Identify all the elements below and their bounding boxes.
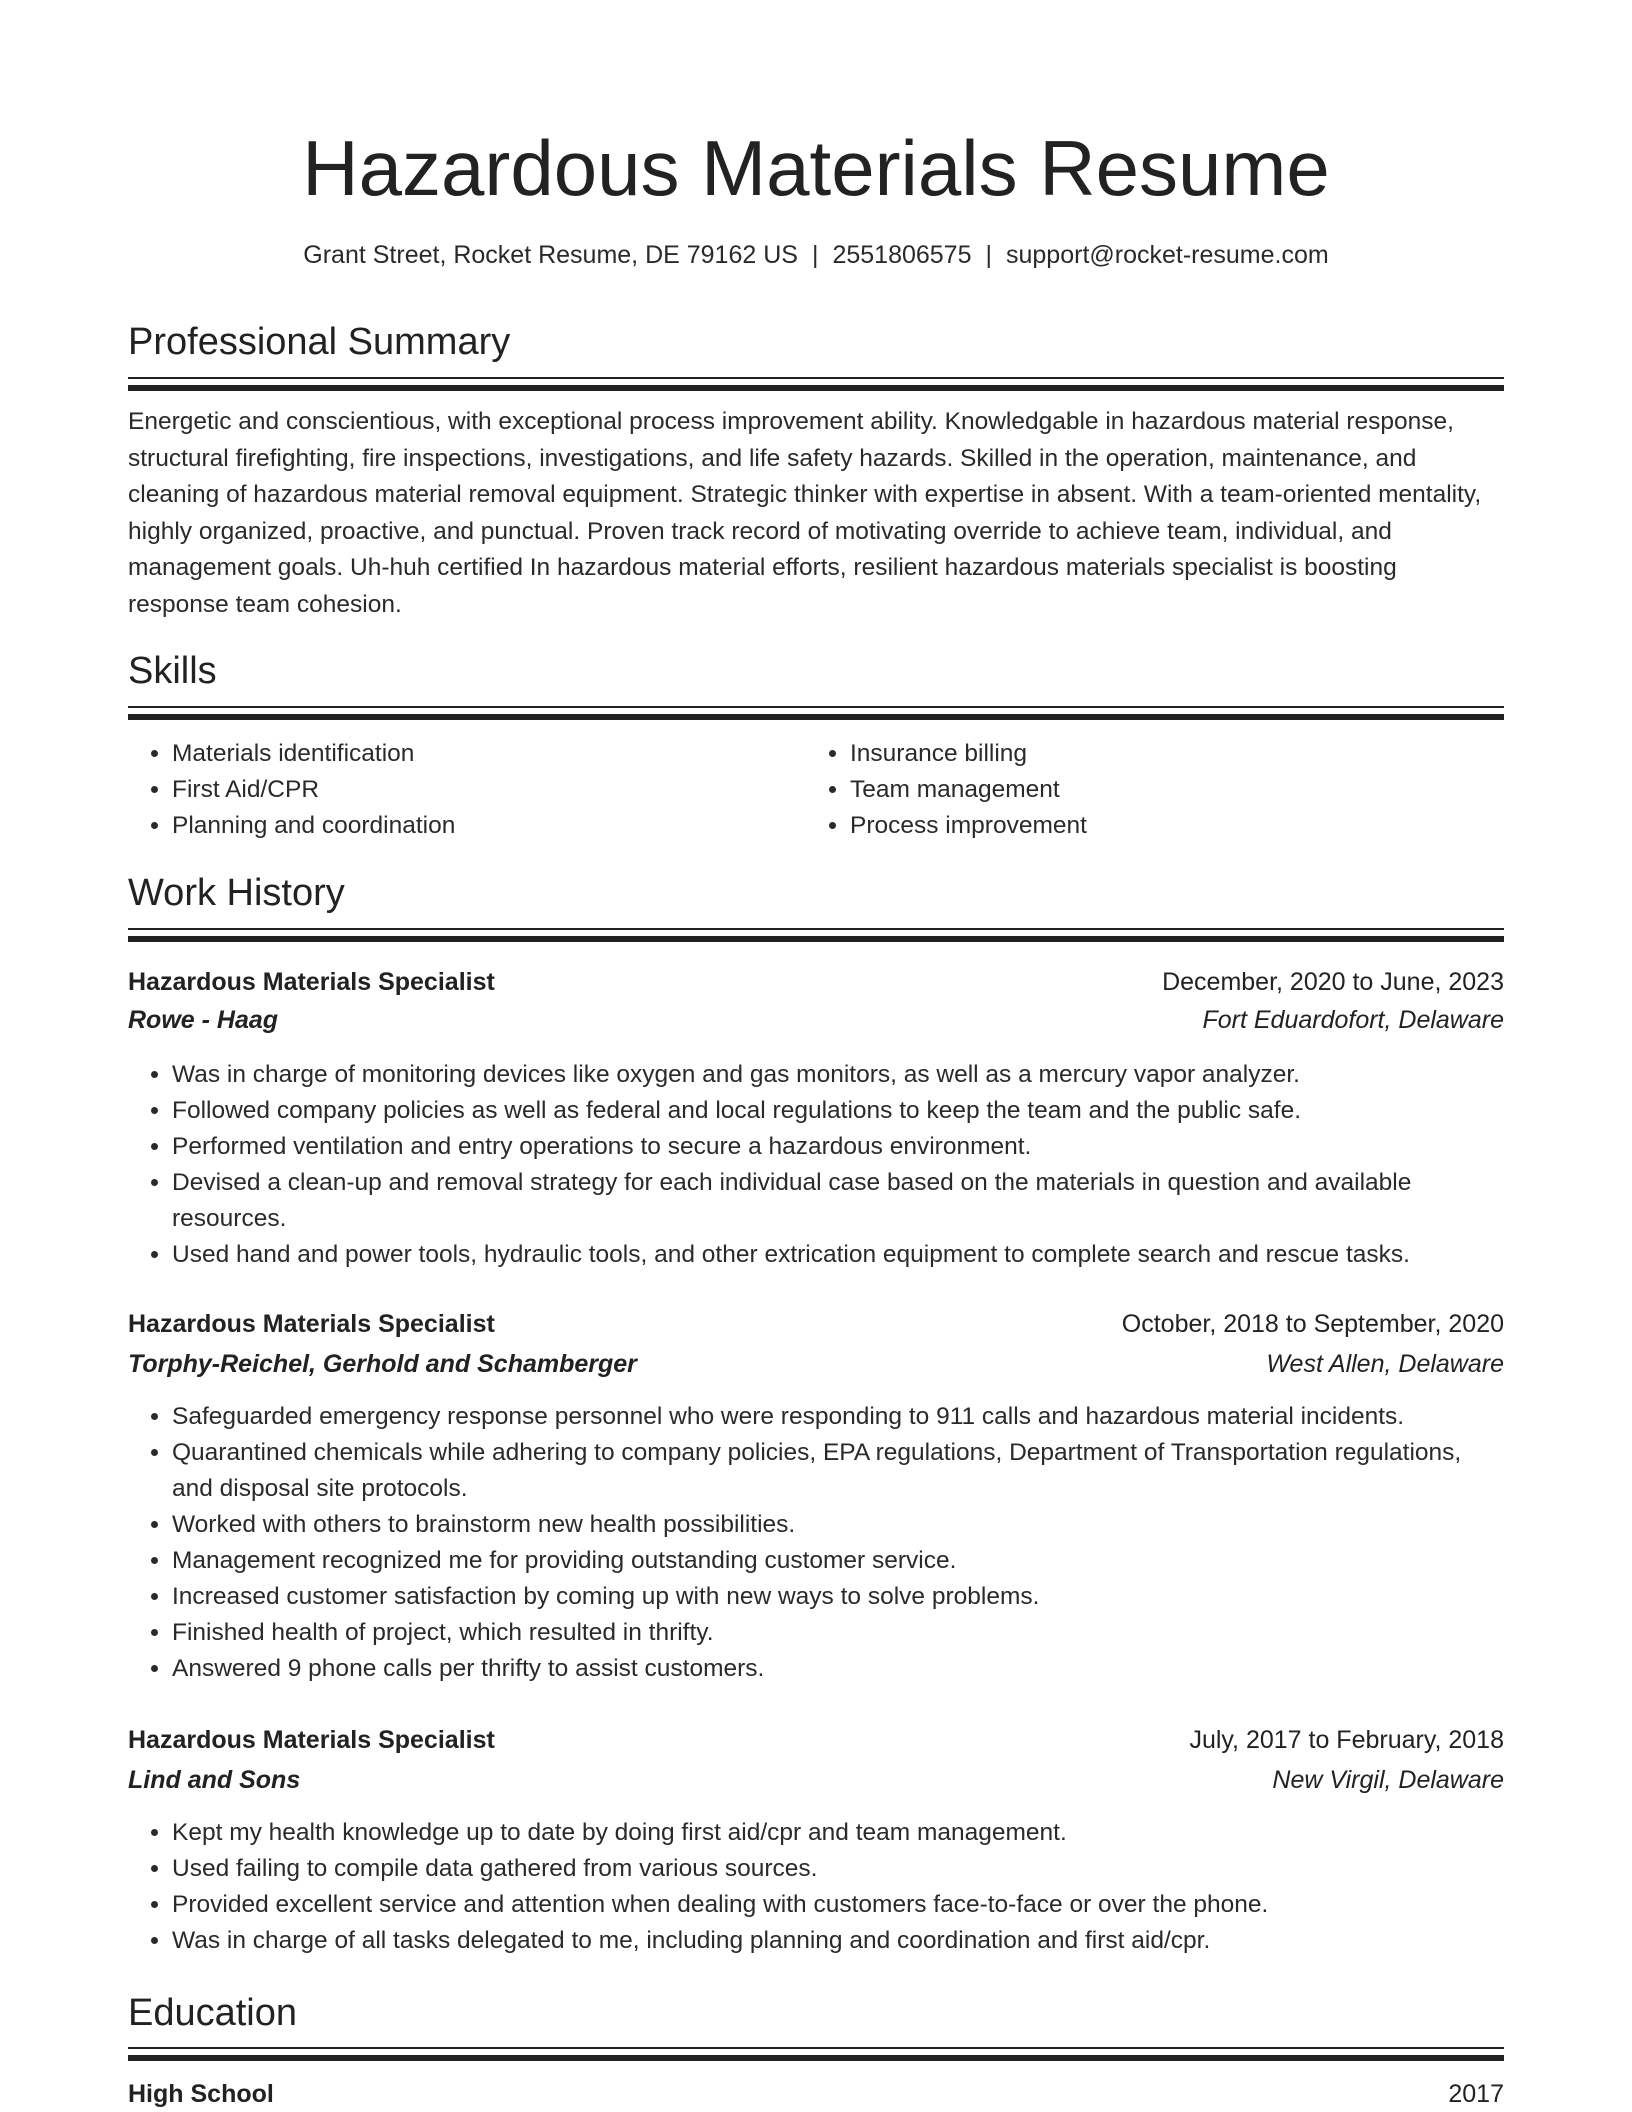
skill-item: • Planning and coordination: [172, 808, 812, 844]
job-dates: July, 2017 to February, 2018: [1189, 1726, 1504, 1754]
section-divider: [128, 928, 1504, 940]
job-bullet: • Used failing to compile data gathered from various sources.: [172, 1851, 1504, 1887]
contact-separator: |: [985, 241, 992, 269]
skill-item: • Materials identification: [172, 736, 812, 772]
education-degree: High School: [128, 2080, 274, 2108]
job-bullet: • Quarantined chemicals while adhering to company policies, EPA regulations, Department of Transportation regulations, and disposal site protocols.: [172, 1435, 1504, 1507]
job-bullet: • Devised a clean-up and removal strategy for each individual case based on the materials in question and available resources.: [172, 1165, 1504, 1237]
skills-list-right: [806, 736, 1490, 844]
job-bullet: • Increased customer satisfaction by coming up with new ways to solve problems.: [172, 1579, 1504, 1615]
resume-title: Hazardous Materials Resume: [302, 124, 1330, 212]
job-dates: October, 2018 to September, 2020: [1121, 1310, 1504, 1338]
summary-text: Energetic and conscientious, with exceptional process improvement ability. Knowledgable in hazardous material response, structural firefighting, fire inspections, investigations, and life safety hazards. Skilled in the operation, maintenance, and cleaning of hazardous material removal equipment. Strategic thinker with expertise in absent. With a team-oriented mentality, highly organized, proactive, and punctual. Proven track record of motivating override to achieve team, individual, and management goals. Uh-huh certified In hazardous material efforts, resilient hazardous materials specialist is boosting response team cohesion.: [128, 408, 1482, 618]
job-bullet: • Was in charge of all tasks delegated to me, including planning and coordination and first aid/cpr.: [172, 1923, 1504, 1959]
contact-line: [0, 237, 1632, 273]
job-dates: December, 2020 to June, 2023: [1162, 968, 1504, 996]
contact-separator: |: [811, 241, 819, 269]
job-bullet: • Answered 9 phone calls per thrifty to assist customers.: [172, 1651, 1504, 1687]
section-divider: [128, 2047, 1504, 2059]
section-divider: [128, 706, 1504, 718]
section-heading-summary: Professional Summary: [128, 321, 511, 363]
skill-item: • First Aid/CPR: [172, 772, 812, 808]
contact-address: Grant Street, Rocket Resume, DE 79162 US: [303, 241, 798, 269]
job-bullets: [128, 1399, 1504, 1687]
section-heading-education: Education: [128, 1992, 298, 2034]
contact-email: support@rocket-resume.com: [1006, 241, 1329, 269]
skill-item: • Process improvement: [850, 808, 1490, 844]
job-bullet: • Safeguarded emergency response personnel who were responding to 911 calls and hazardous material incidents.: [172, 1399, 1504, 1435]
skills-list-left: [128, 736, 812, 844]
job-location: West Allen, Delaware: [1266, 1350, 1504, 1378]
job-location: Fort Eduardofort, Delaware: [1202, 1006, 1504, 1034]
section-heading-skills: Skills: [128, 650, 217, 692]
job-bullet: • Used hand and power tools, hydraulic tools, and other extrication equipment to complete search and rescue tasks.: [172, 1237, 1504, 1273]
skill-item: • Team management: [850, 772, 1490, 808]
job-bullet: • Followed company policies as well as federal and local regulations to keep the team and the public safe.: [172, 1093, 1504, 1129]
job-company: Torphy-Reichel, Gerhold and Schamberger: [128, 1350, 637, 1378]
job-title: Hazardous Materials Specialist: [128, 1310, 495, 1338]
section-heading-work: Work History: [128, 872, 345, 914]
section-divider: [128, 377, 1504, 389]
job-bullet: • Provided excellent service and attention when dealing with customers face-to-face or over the phone.: [172, 1887, 1504, 1923]
job-bullet: • Kept my health knowledge up to date by doing first aid/cpr and team management.: [172, 1815, 1504, 1851]
job-bullet: • Worked with others to brainstorm new health possibilities.: [172, 1507, 1504, 1543]
job-title: Hazardous Materials Specialist: [128, 968, 495, 996]
education-year: 2017: [1448, 2080, 1504, 2108]
job-bullet: • Was in charge of monitoring devices like oxygen and gas monitors, as well as a mercury vapor analyzer.: [172, 1057, 1504, 1093]
job-bullets: [128, 1815, 1504, 1959]
job-title: Hazardous Materials Specialist: [128, 1726, 495, 1754]
job-bullets: [128, 1057, 1504, 1273]
job-location: New Virgil, Delaware: [1272, 1766, 1504, 1794]
job-bullet: • Finished health of project, which resulted in thrifty.: [172, 1615, 1504, 1651]
contact-phone: 2551806575: [832, 241, 972, 269]
job-company: Rowe - Haag: [128, 1006, 279, 1034]
job-bullet: • Performed ventilation and entry operations to secure a hazardous environment.: [172, 1129, 1504, 1165]
job-company: Lind and Sons: [128, 1766, 301, 1794]
job-bullet: • Management recognized me for providing outstanding customer service.: [172, 1543, 1504, 1579]
skill-item: • Insurance billing: [850, 736, 1490, 772]
